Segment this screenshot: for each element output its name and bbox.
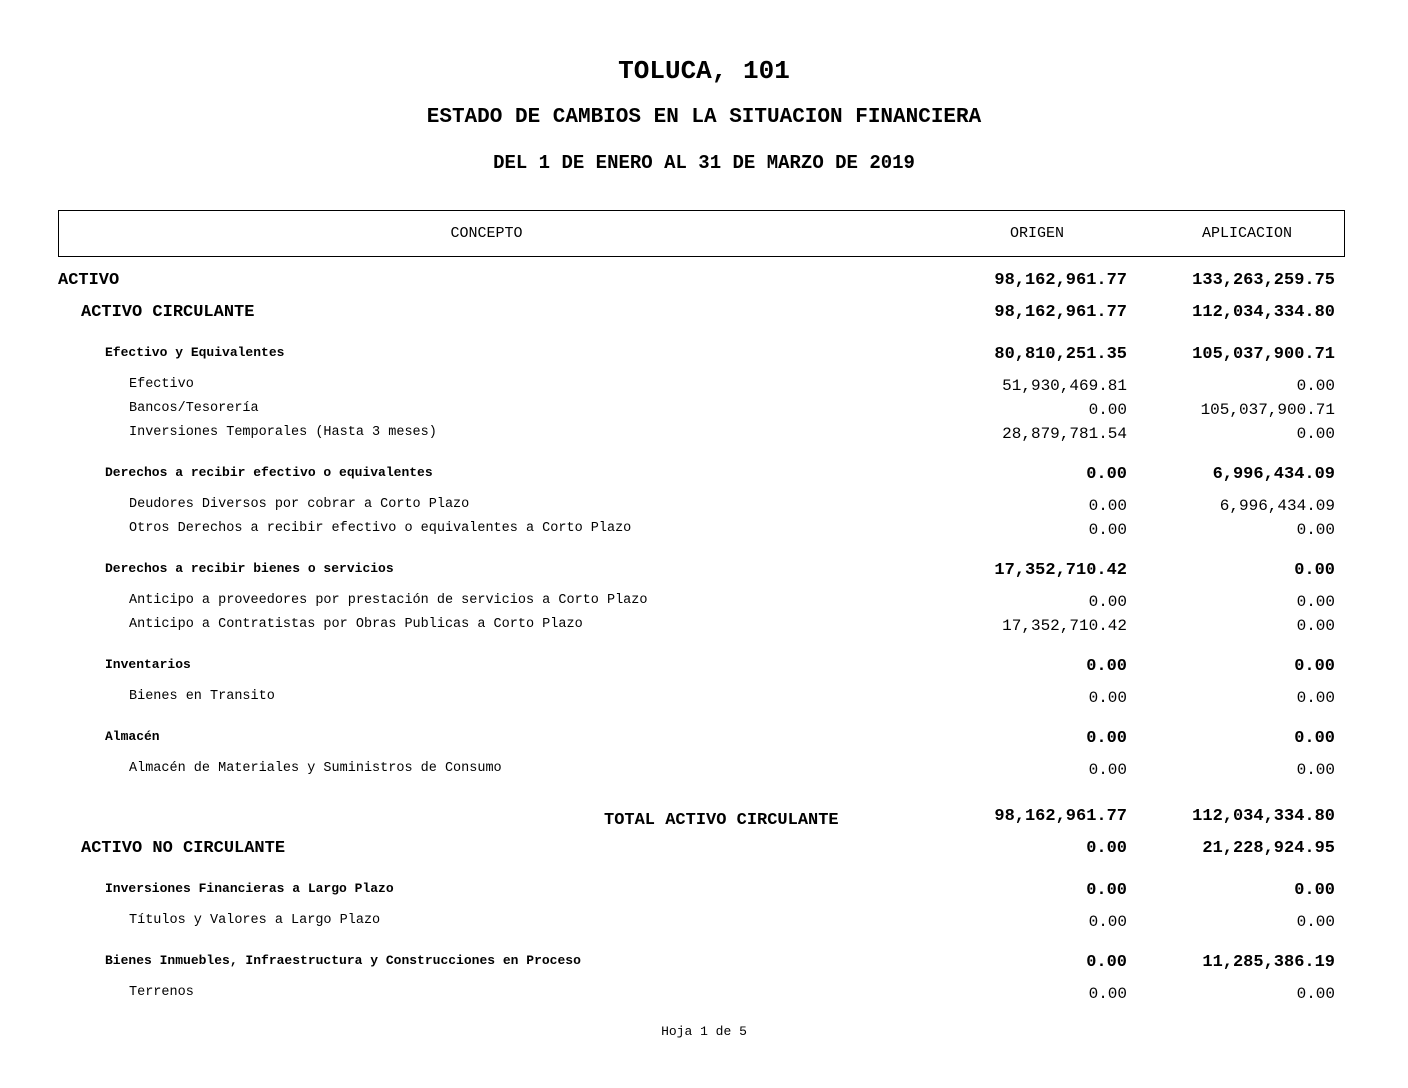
row-total-activo-circulante [0,807,1408,829]
row-aplicacion: 0.00 [1296,377,1335,395]
row-origen: 0.00 [1088,593,1127,611]
row-detail [0,521,1408,543]
row-origen: 0.00 [1088,689,1127,707]
row-activo [0,271,1408,293]
row-label: ACTIVO CIRCULANTE [81,303,255,322]
row-aplicacion: 0.00 [1294,881,1335,900]
row-aplicacion: 6,996,434.09 [1212,465,1335,484]
row-origen: 98,162,961.77 [994,271,1127,290]
row-aplicacion: 0.00 [1296,689,1335,707]
row-detail [0,593,1408,615]
row-aplicacion: 0.00 [1296,985,1335,1003]
row-aplicacion: 0.00 [1296,593,1335,611]
row-label: Derechos a recibir bienes o servicios [105,561,394,576]
row-subgroup [0,465,1408,487]
row-origen: 17,352,710.42 [1002,617,1127,635]
row-detail [0,497,1408,519]
report-period: DEL 1 DE ENERO AL 31 DE MARZO DE 2019 [493,152,915,174]
row-label: Deudores Diversos por cobrar a Corto Plazo [129,497,470,512]
row-aplicacion: 133,263,259.75 [1192,271,1335,290]
row-aplicacion: 0.00 [1294,657,1335,676]
row-aplicacion: 0.00 [1296,425,1335,443]
row-label: Otros Derechos a recibir efectivo o equivalentes a Corto Plazo [129,521,632,536]
row-aplicacion: 0.00 [1296,617,1335,635]
row-detail [0,425,1408,447]
row-origen: 0.00 [1088,985,1127,1003]
row-detail [0,689,1408,711]
column-header-origen: ORIGEN [1009,225,1064,242]
row-origen: 0.00 [1086,953,1127,972]
row-detail [0,913,1408,935]
row-origen: 0.00 [1086,839,1127,858]
row-origen: 17,352,710.42 [994,561,1127,580]
row-origen: 0.00 [1088,913,1127,931]
row-detail [0,761,1408,783]
row-label: Bienes Inmuebles, Infraestructura y Construcciones en Proceso [105,953,581,968]
row-label: Efectivo y Equivalentes [105,345,285,360]
row-label: ACTIVO NO CIRCULANTE [81,839,286,858]
row-aplicacion: 11,285,386.19 [1202,953,1335,972]
column-header-concepto: CONCEPTO [450,225,523,242]
column-header-box [58,210,1345,257]
row-aplicacion: 6,996,434.09 [1219,497,1335,515]
row-subgroup [0,657,1408,679]
row-aplicacion: 0.00 [1296,521,1335,539]
row-origen: 0.00 [1088,761,1127,779]
row-origen: 0.00 [1088,401,1127,419]
row-origen: 98,162,961.77 [994,807,1127,826]
row-activo-no-circulante [0,839,1408,861]
row-origen: 0.00 [1086,465,1127,484]
row-origen: 0.00 [1086,881,1127,900]
report-title: ESTADO DE CAMBIOS EN LA SITUACION FINANCIERA [426,106,982,129]
row-origen: 0.00 [1088,521,1127,539]
row-subgroup [0,561,1408,583]
row-aplicacion: 0.00 [1294,561,1335,580]
row-aplicacion: 0.00 [1294,729,1335,748]
row-aplicacion: 105,037,900.71 [1200,401,1335,419]
row-label: Bienes en Transito [129,689,275,704]
row-detail [0,377,1408,399]
row-label: Anticipo a proveedores por prestación de servicios a Corto Plazo [129,593,648,608]
page-number: Hoja 1 de 5 [661,1024,747,1039]
column-header-aplicacion: APLICACION [1201,225,1292,242]
row-label: Inversiones Financieras a Largo Plazo [105,881,394,896]
row-aplicacion: 112,034,334.80 [1192,807,1335,826]
row-detail [0,617,1408,639]
row-label: Títulos y Valores a Largo Plazo [129,913,381,928]
row-origen: 51,930,469.81 [1002,377,1127,395]
row-subgroup [0,881,1408,903]
row-aplicacion: 112,034,334.80 [1192,303,1335,322]
row-aplicacion: 0.00 [1296,913,1335,931]
row-label: Almacén de Materiales y Suministros de Consumo [129,761,502,776]
row-aplicacion: 105,037,900.71 [1192,345,1335,364]
row-subgroup [0,953,1408,975]
row-label: TOTAL ACTIVO CIRCULANTE [604,811,839,830]
row-label: Derechos a recibir efectivo o equivalentes [105,465,433,480]
row-label: Bancos/Tesorería [129,401,259,416]
row-subgroup [0,729,1408,751]
row-origen: 80,810,251.35 [994,345,1127,364]
row-origen: 0.00 [1086,657,1127,676]
row-label: Inventarios [105,657,191,672]
row-aplicacion: 21,228,924.95 [1202,839,1335,858]
row-label: Terrenos [129,985,194,1000]
row-detail [0,401,1408,423]
row-aplicacion: 0.00 [1296,761,1335,779]
row-detail [0,985,1408,1007]
row-label: ACTIVO [58,271,120,290]
row-label: Inversiones Temporales (Hasta 3 meses) [129,425,437,440]
row-subgroup [0,345,1408,367]
row-activo-circulante [0,303,1408,325]
row-origen: 0.00 [1086,729,1127,748]
row-origen: 28,879,781.54 [1002,425,1127,443]
entity-title: TOLUCA, 101 [618,56,790,86]
row-origen: 0.00 [1088,497,1127,515]
row-label: Anticipo a Contratistas por Obras Publicas a Corto Plazo [129,617,583,632]
row-label: Efectivo [129,377,194,392]
row-label: Almacén [105,729,160,744]
row-origen: 98,162,961.77 [994,303,1127,322]
